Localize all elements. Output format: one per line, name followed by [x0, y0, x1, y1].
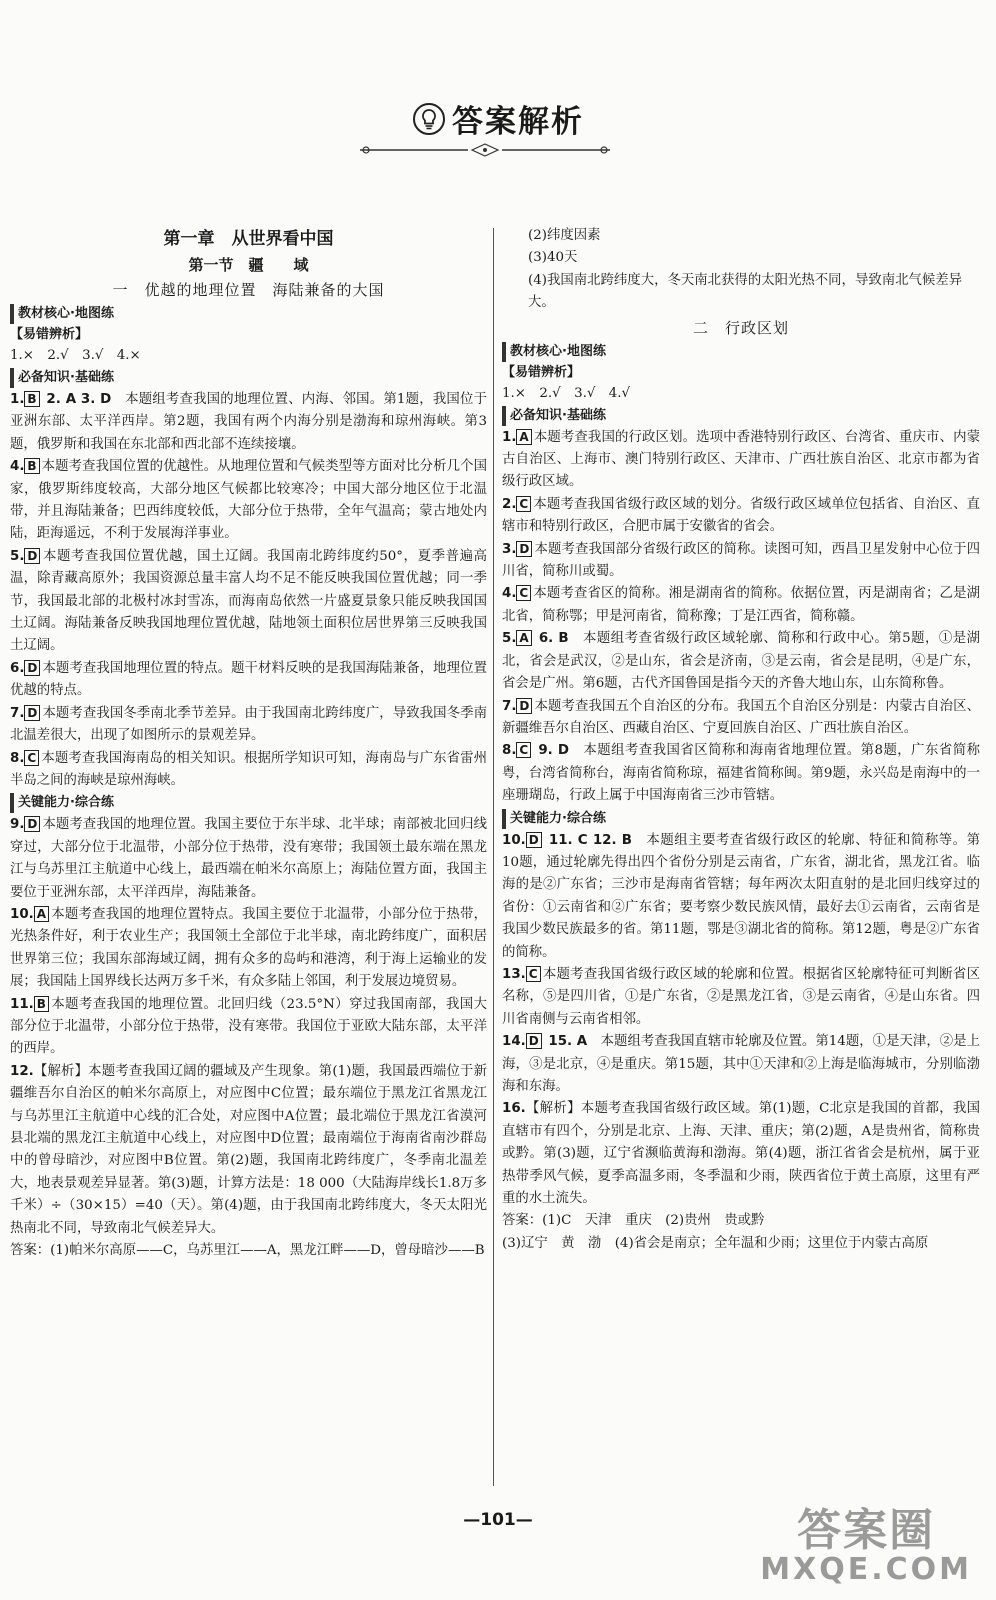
- page-header: [0, 96, 996, 141]
- answer-item: [502, 583, 980, 628]
- answer-choice: C: [24, 750, 39, 766]
- explanation-text: 本题考查我国省级行政区域的轮廓和位置。根据省区轮廓特征可判断省区名称，⑤是四川省，①是广东省，②是黑龙江省，③是云南省，④是山东省。四川省南侧与云南省相邻。: [502, 966, 980, 1027]
- page-number: —101—: [463, 1510, 533, 1530]
- explanation-text: 本题考查我国五个自治区的分布。我国五个自治区分别是：内蒙古自治区、新疆维吾尔自治区、西藏自治区、宁夏回族自治区、广西壮族自治区。: [502, 698, 980, 736]
- additional-answers: 9. D: [533, 743, 570, 759]
- explanation-text: 本题考查我国部分省级行政区的简称。读图可知，西昌卫星发射中心位于四川省，简称川或蜀。: [502, 541, 980, 580]
- answer-item: [10, 904, 487, 994]
- continued-answer-2: (2)纬度因素: [528, 228, 601, 243]
- section-title: 第一节 疆 域: [188, 256, 309, 274]
- right-items-basic: [502, 427, 980, 808]
- item-number: 11.: [10, 996, 34, 1012]
- label-key-ability: 关键能力·综合练: [10, 793, 487, 813]
- answer-item: [502, 1031, 980, 1098]
- answer-item: [502, 1210, 980, 1232]
- answer-item: [10, 456, 487, 546]
- left-items-basic: [10, 389, 487, 792]
- answer-item: [10, 546, 487, 658]
- answer-choice: A: [516, 630, 531, 646]
- explanation-text: 本题考查我国的地理位置。北回归线（23.5°N）穿过我国南部，我国大部分位于北温带，小部分位于热带，没有寒带。我国位于亚欧大陆东部，太平洋的西岸。: [10, 996, 487, 1057]
- explanation-text: (3)辽宁 黄 渤 (4)省会是南京；全年温和少雨；这里位于内蒙古高原: [502, 1235, 929, 1251]
- answer-choice: D: [526, 832, 542, 848]
- answer-item: [10, 1061, 487, 1240]
- answer-item: [502, 1233, 980, 1255]
- explanation-text: 本题考查我国的地理位置特点。我国主要位于北温带，小部分位于热带，光热条件好，利于农业生产；我国领土全部位于北半球，南北跨纬度广，面积居世界第三位；我国东部海域辽阔，拥有众多的岛屿和港湾，利于海上运输业的发展；我国陆上国界线长达两万多千米，有众多陆上邻国，利于发展边境贸易。: [10, 906, 487, 990]
- answer-choice: C: [516, 585, 531, 601]
- item-number: 7.: [502, 698, 517, 714]
- explanation-text: 本题考查我国省级行政区域的划分。省级行政区域单位包括省、自治区、直辖市和特别行政区，合肥市属于安徽省的省会。: [502, 496, 980, 535]
- answer-choice: D: [24, 705, 40, 721]
- item-number: 5.: [10, 548, 25, 564]
- label-error-analysis: 【易错辨析】: [10, 327, 89, 342]
- item-number: 1.: [10, 392, 25, 407]
- answer-choice: D: [24, 548, 40, 564]
- answer-item: [502, 539, 980, 584]
- subsection-title-2: 二 行政区划: [692, 318, 789, 337]
- explanation-text: 本题考查我国海南岛的相关知识。根据所学知识可知，海南岛与广东省雷州半岛之间的海峡是琼州海峡。: [10, 750, 487, 788]
- answer-item: [502, 1098, 980, 1210]
- subsection-title: 一 优越的地理位置 海陆兼备的大国: [112, 281, 385, 299]
- explanation-text: 【解析】本题考查我国省级行政区域。第(1)题，C北京是我国的首都，我国直辖市有四个，分别是北京、上海、天津、重庆；第(2)题，A是贵州省，简称贵或黔。第(3)题，辽宁省濒临黄海和渤海。第(4)题，浙江省省会是杭州，属于亚热带季风气候，夏季高温多雨，冬季温和少雨，陕西省位于黄土高原，这里有严重的水土流失。: [502, 1101, 980, 1207]
- item-number: 16.: [502, 1101, 526, 1117]
- answer-choice: D: [24, 816, 40, 832]
- explanation-text: 本题组考查我国的地理位置、内海、邻国。第1题，我国位于亚洲东部、太平洋西岸。第2题，我国有两个内海分别是渤海和琼州海峡。第3题，俄罗斯和我国在东北部和西北部不连续接壤。: [10, 392, 488, 452]
- answer-item: [502, 494, 980, 539]
- explanation-text: 本题组考查我国省区简称和海南省地理位置。第8题，广东省简称粤，台湾省简称台，海南省简称琼，福建省简称闽。第9题，永兴岛是南海中的一座珊瑚岛，行政上属于中国海南省三沙市管辖。: [502, 743, 981, 804]
- item-number: 8.: [10, 750, 25, 766]
- answer-item: [10, 994, 487, 1061]
- watermark-bottom: MXQE.COM: [760, 1552, 972, 1587]
- item-number: 5.: [502, 631, 517, 647]
- label-core-practice-2: 教材核心·地图练: [502, 342, 980, 362]
- explanation-text: 本题组主要考查省级行政区的轮廓、特征和简称等。第10题，通过轮廓先得出四个省份分别是云南省，广东省，湖北省，黑龙江省。临海的是②广东省；三沙市是海南省管辖；每年两次太阳直射的是北回归线穿过的省份：①云南省和②广东省；要考察少数民族风情，最好去①云南省，云南省是我国少数民族最多的省。第11题，鄂是③湖北省的简称。第12题，粤是②广东省的简称。: [502, 832, 980, 960]
- label-basic-practice-2: 必备知识·基础练: [502, 406, 980, 426]
- answer-item: [502, 427, 980, 494]
- answer-item: [502, 964, 980, 1031]
- item-number: 2.: [502, 496, 517, 512]
- answer-item: [502, 696, 980, 741]
- answer-choice: D: [516, 541, 532, 557]
- answer-choice: C: [516, 742, 531, 758]
- continued-answer-3: (3)40天: [528, 250, 578, 266]
- explanation-text: 【解析】本题考查我国辽阔的疆域及产生现象。第(1)题，我国最西端位于新疆维吾尔自治区的帕米尔高原上，对应图中C位置；最东端位于黑龙江省黑龙江与乌苏里江主航道中心线的汇合处，对应图中A位置；最北端位于黑龙江省漠河县北端的黑龙江主航道中心线上，对应图中D位置；最南端位于海南省南沙群岛中的曾母暗沙，对应图中B位置。第(2)题，我国南北跨纬度广，冬季南北温差大，地表景观差异显著。第(3)题，计算方法是：18 000（大陆海岸线长1.8万多千米）÷（30×15）=40（天）。第(4)题，由于我国南北跨纬度大，冬天太阳光热南北不同，导致南北气候差异大。: [10, 1063, 487, 1236]
- explanation-text: 答案：(1)帕米尔高原——C，乌苏里江——A，黑龙江畔——D，曾母暗沙——B: [10, 1243, 485, 1259]
- true-false-answers-2: 1.× 2.√ 3.√ 4.√: [502, 385, 631, 401]
- watermark-logo: [760, 1505, 972, 1587]
- answer-item: [10, 703, 487, 748]
- answer-item: [502, 628, 980, 695]
- explanation-text: 本题考查我国位置优越，国土辽阔。我国南北跨纬度约50°，夏季普遍高温，除青藏高原外；我国资源总量丰富人均不足不能反映我国位置优越；同一季节，我国最北部的北极村冰封雪冻，而海南岛依然一片盛夏景象只能反映我国国土辽阔。海陆兼备反映我国地理位置优越，陆地领土面积位居世界第三反映我国土辽阔。: [10, 548, 487, 654]
- true-false-answers: 1.× 2.√ 3.√ 4.×: [10, 348, 141, 363]
- answer-choice: C: [526, 966, 541, 982]
- left-column: [10, 225, 487, 1262]
- item-number: 1.: [502, 429, 517, 445]
- item-number: 12.: [10, 1063, 34, 1079]
- left-items-key: [10, 814, 487, 1262]
- label-core-practice: 教材核心·地图练: [10, 304, 487, 324]
- additional-answers: 2. A 3. D: [41, 392, 112, 407]
- right-column: [502, 225, 980, 1255]
- right-items-key: [502, 830, 980, 1256]
- explanation-text: 本题考查我国的行政区划。选项中香港特别行政区、台湾省、重庆市、内蒙古自治区、上海市、澳门特别行政区、天津市、广西壮族自治区、北京市都为省级行政区域。: [502, 429, 980, 490]
- label-error-analysis-2: 【易错辨析】: [502, 364, 581, 380]
- explanation-text: 本题考查我国地理位置的特点。题干材料反映的是我国海陆兼备，地理位置优越的特点。: [10, 660, 487, 699]
- additional-answers: 11. C 12. B: [543, 832, 632, 848]
- chapter-title: 第一章 从世界看中国: [163, 229, 334, 249]
- answer-item: [10, 814, 487, 904]
- title-ornament: [360, 143, 610, 157]
- item-number: 13.: [502, 966, 526, 982]
- answer-item: [502, 830, 980, 964]
- item-number: 9.: [10, 817, 25, 833]
- answer-choice: A: [516, 429, 531, 445]
- answer-choice: D: [24, 660, 40, 676]
- answer-item: [10, 389, 487, 456]
- answer-item: [502, 740, 980, 807]
- explanation-text: 本题考查省区的简称。湘是湖南省的简称。依据位置，丙是湖南省；乙是湖北省，简称鄂；甲是河南省，简称豫；丁是江西省，简称赣。: [502, 586, 980, 624]
- lightbulb-icon: [412, 102, 446, 136]
- item-number: 6.: [10, 660, 25, 676]
- explanation-text: 本题考查我国的地理位置。我国主要位于东半球、北半球；南部被北回归线穿过，大部分位于北温带，小部分位于热带，没有寒带；我国领土最东端在黑龙江与乌苏里江主航道中心线上，最西端在帕米尔高原上；海陆位置方面，我国主要位于亚洲东部，太平洋西岸，海陆兼备。: [10, 817, 487, 900]
- watermark-top: 答案圈: [797, 1505, 936, 1556]
- continued-answer-4: (4)我国南北跨纬度大，冬天南北获得的太阳光热不同，导致南北气候差异大。: [528, 272, 963, 311]
- column-divider: [493, 228, 494, 1486]
- explanation-text: 答案：(1)C 天津 重庆 (2)贵州 贵或黔: [502, 1213, 765, 1229]
- additional-answers: 15. A: [543, 1034, 588, 1050]
- answer-choice: D: [526, 1033, 542, 1049]
- answer-item: [10, 658, 487, 703]
- explanation-text: 本题组考查我国直辖市轮廓及位置。第14题，①是天津，②是上海，③是北京，④是重庆。第15题，其中①天津和②上海是临海城市，分别临渤海和东海。: [502, 1034, 980, 1094]
- item-number: 3.: [502, 541, 517, 557]
- answer-item: [10, 748, 487, 793]
- item-number: 10.: [502, 832, 526, 848]
- answer-choice: B: [34, 996, 49, 1012]
- label-basic-practice: 必备知识·基础练: [10, 368, 487, 388]
- explanation-text: 本题组考查省级行政区域轮廓、简称和行政中心。第5题，①是湖北，省会是武汉，②是山东，省会是济南，③是云南，省会是昆明，④是广东，省会是广州。第6题，古代齐国鲁国是指今天的齐鲁大地山东，山东简称鲁。: [502, 631, 980, 692]
- item-number: 7.: [10, 705, 25, 721]
- page-title: 答案解析: [452, 104, 584, 140]
- item-number: 10.: [10, 906, 34, 922]
- answer-choice: C: [516, 496, 531, 512]
- item-number: 4.: [502, 586, 517, 602]
- item-number: 8.: [502, 743, 517, 759]
- item-number: 14.: [502, 1034, 526, 1050]
- answer-choice: A: [34, 906, 49, 922]
- answer-item: [10, 1240, 487, 1262]
- item-number: 4.: [10, 459, 25, 475]
- explanation-text: 本题考查我国冬季南北季节差异。由于我国南北跨纬度广，导致我国冬季南北温差很大，出现了如图所示的景观差异。: [10, 705, 487, 744]
- explanation-text: 本题考查我国位置的优越性。从地理位置和气候类型等方面对比分析几个国家，俄罗斯纬度较高，大部分地区气候都比较寒冷；中国大部分地区位于北温带，并且海陆兼备；巴西纬度较低，大部分位于热带，全年气温高；蒙古地处内陆，距海遥远，不利于发展海洋事业。: [10, 459, 487, 542]
- answer-choice: B: [24, 391, 39, 407]
- answer-choice: B: [24, 458, 39, 474]
- answer-choice: D: [516, 698, 532, 714]
- label-key-ability-2: 关键能力·综合练: [502, 809, 980, 829]
- additional-answers: 6. B: [533, 631, 569, 647]
